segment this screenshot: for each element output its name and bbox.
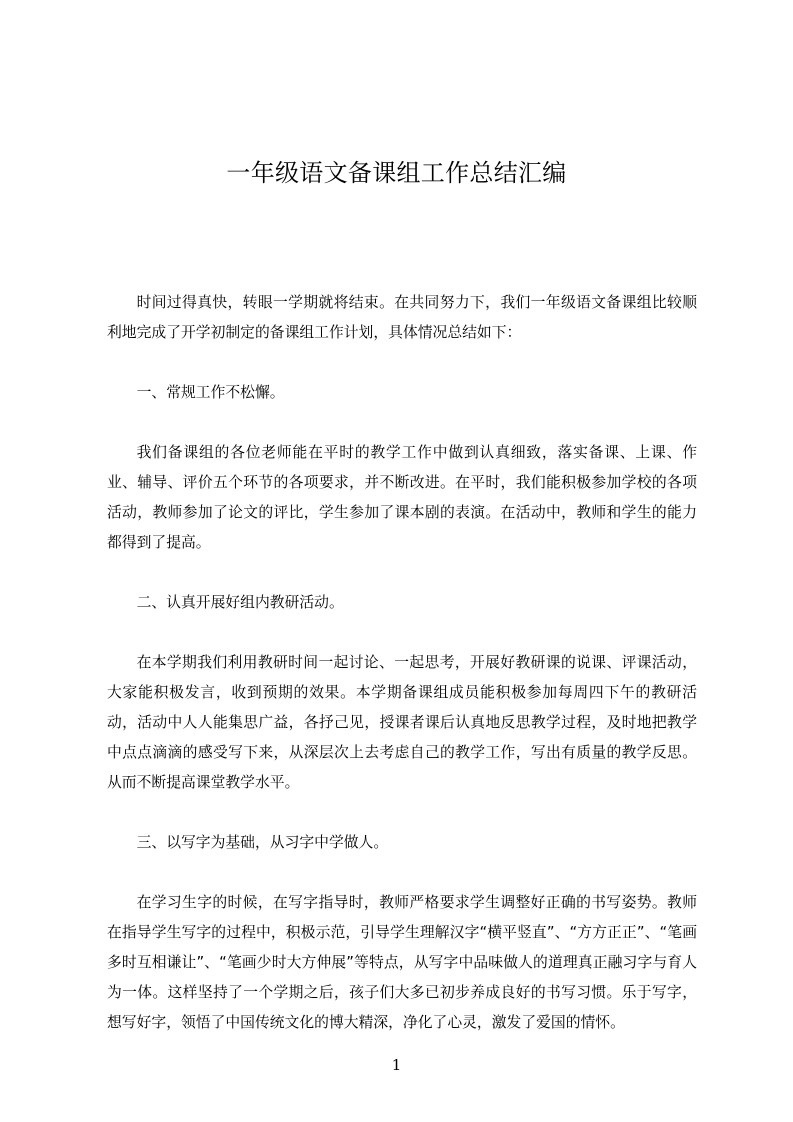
section-paragraph: 在本学期我们利用教研时间一起讨论、一起思考，开展好教研课的说课、评课活动，大家能积极发言，收到预期的效果。本学期备课组成员能积极参加每周四下午的教研活动，活动中人人能集思广益，各抒己见，授课者课后认真地反思教学过程，及时地把教学中点点滴滴的感受写下来，从深层次上去考虑自己的教学工作，写出有质量的教学反思。从而不断提高课堂教学水平。	[107, 654, 697, 791]
paragraph-spacer	[107, 348, 697, 378]
document-body	[107, 288, 697, 1038]
section-heading: 一、常规工作不松懈。	[136, 384, 285, 401]
section-heading: 三、以写字为基础，从习字中学做人。	[136, 834, 389, 851]
paragraph-spacer	[107, 858, 697, 888]
paragraph-spacer	[107, 618, 697, 648]
paragraph-spacer	[107, 798, 697, 828]
section-paragraph: 在学习生字的时候，在写字指导时，教师严格要求学生调整好正确的书写姿势。教师在指导学生写字的过程中，积极示范，引导学生理解汉字“横平竖直”、“方方正正”、“笔画多时互相谦让”、“笔画少时大方伸展”等特点，从写字中品味做人的道理真正融习字与育人为一体。这样坚持了一个学期之后，孩子们大多已初步养成良好的书写习惯。乐于写字，想写好字，领悟了中国传统文化的博大精深，净化了心灵，激发了爱国的情怀。	[107, 894, 697, 1031]
paragraph-spacer	[107, 408, 697, 438]
section-heading: 二、认真开展好组内教研活动。	[136, 594, 344, 611]
page-number: 1	[391, 1056, 402, 1074]
document-title: 一年级语文备课组工作总结汇编	[226, 159, 567, 188]
paragraph-spacer	[107, 558, 697, 588]
intro-paragraph: 时间过得真快，转眼一学期就将结束。在共同努力下，我们一年级语文备课组比较顺利地完成了开学初制定的备课组工作计划，具体情况总结如下：	[107, 294, 697, 341]
section-paragraph: 我们备课组的各位老师能在平时的教学工作中做到认真细致，落实备课、上课、作业、辅导、评价五个环节的各项要求，并不断改进。在平时，我们能积极参加学校的各项活动，教师参加了论文的评比，学生参加了课本剧的表演。在活动中，教师和学生的能力都得到了提高。	[107, 444, 697, 551]
